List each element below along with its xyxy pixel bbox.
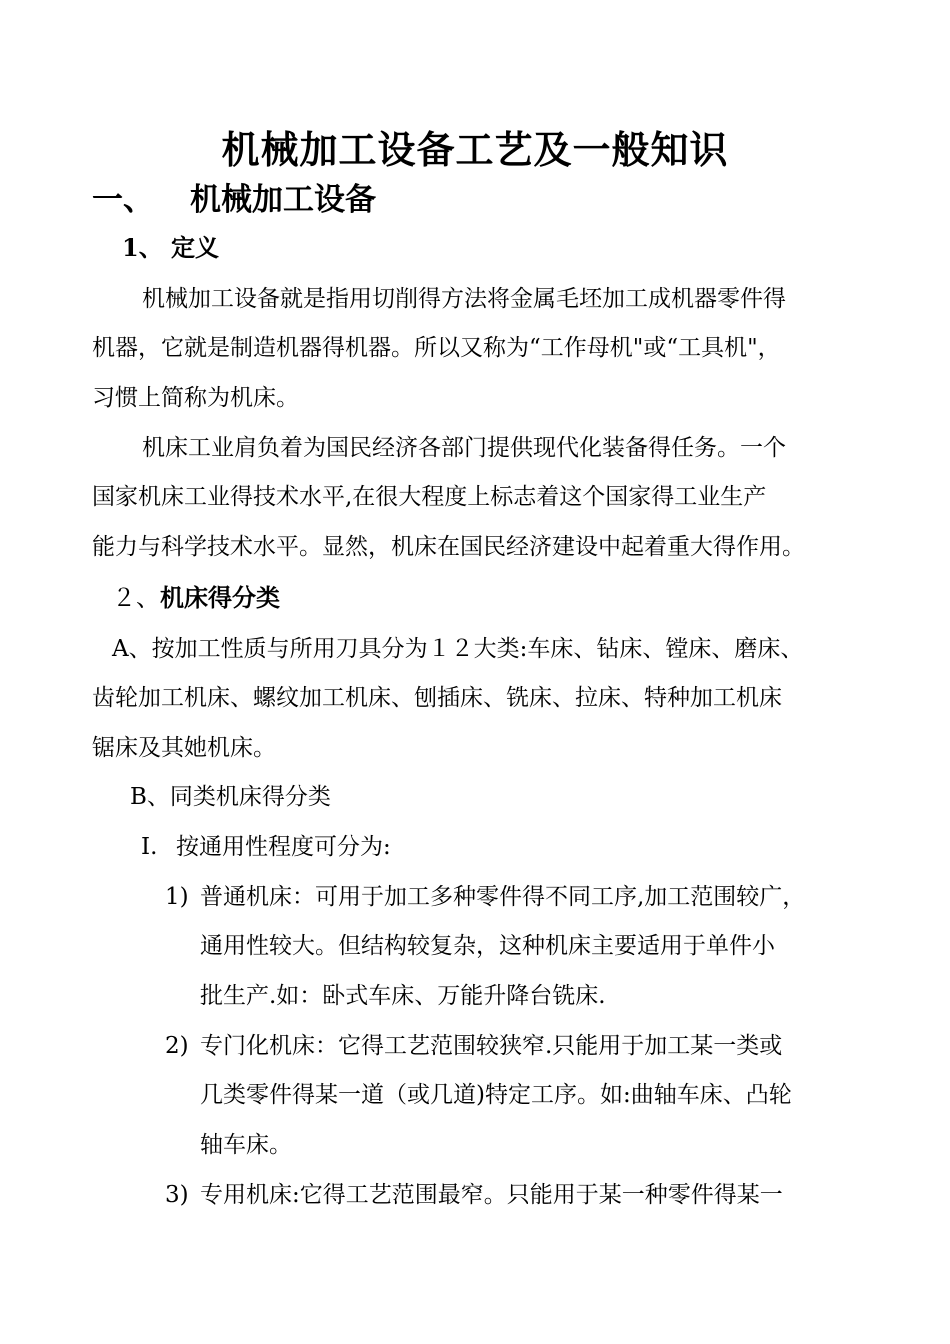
list-item-line: 普通机床：可用于加工多种零件得不同工序,加工范围较广， <box>200 884 806 910</box>
section-title: 机械加工设备 <box>190 182 376 218</box>
document-title: 机械加工设备工艺及一般知识 <box>221 127 729 172</box>
list-item-line: 通用性较大。但结构较复杂，这种机床主要适用于单件小 <box>200 933 775 959</box>
paragraph-line: 能力与科学技术水平。显然，机床在国民经济建设中起着重大得作用。 <box>92 534 805 560</box>
section-heading-1 <box>92 176 376 224</box>
section-number: 一、 <box>92 182 154 218</box>
paragraph-line: 齿轮加工机床、螺纹加工机床、刨插床、铣床、拉床、特种加工机床 <box>92 685 782 711</box>
list-item-line: 几类零件得某一道（或几道)特定工序。如:曲轴车床、凸轮 <box>200 1082 792 1108</box>
paragraph-line: 机器，它就是制造机器得机器。所以又称为“工作母机"或“工具机"， <box>92 335 781 361</box>
list-item-line: 轴车床。 <box>200 1132 292 1158</box>
roman-list-number: I. <box>141 834 158 860</box>
paragraph-line: 锯床及其她机床。 <box>92 735 276 761</box>
list-item-line: 批生产.如：卧式车床、万能升降台铣床. <box>200 983 606 1009</box>
list-item-line: 专门化机床：它得工艺范围较狭窄.只能用于加工某一类或 <box>200 1033 783 1059</box>
list-item-number: 3) <box>165 1182 189 1208</box>
list-item-number: 2) <box>165 1033 189 1059</box>
paragraph-line: 机械加工设备就是指用切削得方法将金属毛坯加工成机器零件得 <box>142 286 786 312</box>
paragraph-line: 机床工业肩负着为国民经济各部门提供现代化装备得任务。一个 <box>142 435 786 461</box>
subsection-number: ２、 <box>112 584 160 612</box>
paragraph-line: B、同类机床得分类 <box>130 784 331 810</box>
paragraph-line: 国家机床工业得技术水平,在很大程度上标志着这个国家得工业生产 <box>92 484 767 510</box>
list-item-line: 专用机床:它得工艺范围最窄。只能用于某一种零件得某一 <box>200 1182 783 1208</box>
paragraph-line: A、按加工性质与所用刀具分为１２大类:车床、钻床、镗床、磨床、 <box>112 636 804 662</box>
roman-list-text: 按通用性程度可分为: <box>176 834 391 860</box>
subsection-title: 机床得分类 <box>160 583 280 612</box>
subsection-heading-definition: 1、 定义 <box>122 233 220 262</box>
subsection-heading-classification <box>112 578 280 618</box>
paragraph-line: 习惯上简称为机床。 <box>92 385 299 411</box>
list-item-number: 1) <box>165 884 189 910</box>
